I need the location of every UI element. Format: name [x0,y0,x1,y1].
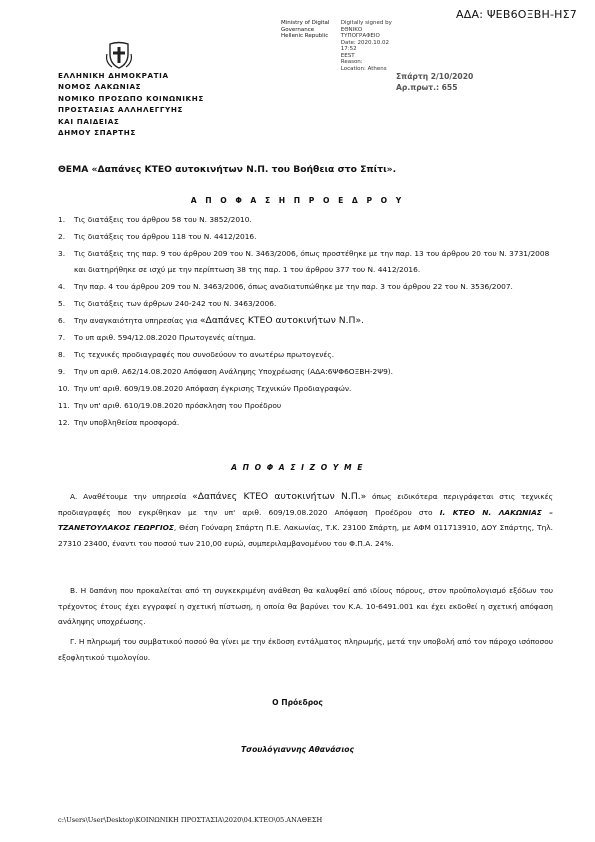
signer-name: Τσουλόγιαννης Αθανάσιος [241,745,354,754]
item-text: Τις διατάξεις των άρθρων 240-242 του Ν. 3463/2006. [74,298,277,308]
list-item [58,229,553,245]
item-text: Τις τεχνικές προδιαγραφές που συνοδεύουν το ανωτέρω πρωτογενές. [74,349,335,359]
list-item [58,279,553,295]
item-text: Το υπ αριθ. 594/12.08.2020 Πρωτογενές αίτημα. [74,332,257,342]
org-line: ΝΟΜΙΚΟ ΠΡΟΣΩΠΟ ΚΟΙΝΩΝΙΚΗΣ [58,93,204,103]
item-number: 8. [58,349,66,359]
org-line: ΝΟΜΟΣ ΛΑΚΩΝΙΑΣ [58,82,142,92]
list-item [58,313,553,329]
document-subject: ΘΕΜΑ «Δαπάνες ΚΤΕΟ αυτοκινήτων Ν.Π. του Βοήθεια στο Σπίτι». [58,164,397,175]
para-a-mid: όπως ειδικότερα περιγράφεται στις τεχνικές προδιαγραφές που εγκρίθηκαν με την υπ' αριθ. 609/19.08.2020 Απόφαση Προέδρου στο [58,492,553,517]
list-item [58,296,553,312]
item-number: 9. [58,366,66,376]
item-number: 7. [58,332,66,342]
list-item [58,415,553,431]
paragraph-c: Γ. Η πληρωμή του συμβατικού ποσού θα γίνει με την έκδοση εντάλματος πληρωμής, μετά την υποβολή από τον πάροχο ισόποσου εξοφλητικού τιμολογίου. [58,637,553,662]
item-text: Τις διατάξεις του άρθρου 118 του Ν. 4412/2016. [74,232,257,241]
item-text: Την αναγκαιότητα υπηρεσίας για [74,315,200,325]
item-number: 3. [58,249,66,258]
protocol-number: Αρ.πρωτ.: 655 [396,83,458,92]
file-path: c:\Users\User\Desktop\ΚΟΙΝΩΝΙΚΗ ΠΡΟΣΤΑΣΙΑ\2020\04.ΚΤΕΟ\05.ΑΝΑΘΕΣΗ [58,816,323,824]
item-text: Τις διατάξεις του άρθρου 58 του Ν. 3852/2010. [74,215,252,224]
item-text: Την υπ' αριθ. 609/19.08.2020 Απόφαση έγκρισης Τεχνικών Προδιαγραφών. [74,383,352,393]
org-line: ΔΗΜΟΥ ΣΠΑΡΤΗΣ [58,128,136,138]
sig-value: Digitally signed by [340,20,392,26]
para-a-pre: Α. Αναθέτουμε την υπηρεσία [70,492,193,501]
list-item [58,212,553,228]
contractor-name: Ι. ΚΤΕΟ Ν. ΛΑΚΩΝΙΑΣ – ΤΖΑΝΕΤΟΥΛΑΚΟΣ ΓΕΩΡΓΙΟΣ [58,507,553,532]
sig-label: Ministry of Digital [281,20,330,26]
list-item [58,364,553,380]
document-date: Σπάρτη 2/10/2020 [396,72,474,81]
item-number: 6. [58,315,66,325]
sig-value: EEST [340,52,355,59]
list-item [58,381,553,397]
list-item [58,347,553,363]
item-number: 10. [58,383,70,393]
paragraph-b: Β. Η δαπάνη που προκαλείται από τη συγκεκριμένη ανάθεση θα καλυφθεί από ιδίους πόρους, στον προϋπολογισμό εξόδων του τρέχοντος έτους έχει εγγραφεί η σχετική πίστωση, η οποία θα βαρύνει τον Κ.Α. 10-6491.001 και έχει εκδοθεί η σχετική απόφαση ανάληψης υποχρέωσης. [58,586,553,626]
item-number: 5. [58,298,66,308]
org-line: ΕΛΛΗΝΙΚΗ ΔΗΜΟΚΡΑΤΙΑ [58,71,169,80]
sig-label: Governance [281,26,315,33]
item-text: Τις διατάξεις της παρ. 9 του άρθρου 209 του Ν. 3463/2006, όπως προστέθηκε με την παρ. 13 του άρθρου 20 του Ν. 3731/2008 και διατηρήθηκε σε ισχύ με την περίπτωση 38 της παρ. 1 του άρθρου 377 του Ν. 4412/2016. [74,249,550,274]
service-name: «Δαπάνες ΚΤΕΟ αυτοκινήτων Ν.Π». [199,314,365,326]
item-number: 11. [58,400,70,410]
list-item [58,330,553,346]
sig-value: ΕΘΝΙΚΟ ΤΥΠΟΓΡΑΦΕΙΟ [340,26,380,39]
org-line: ΚΑΙ ΠΑΙΔΕΙΑΣ [58,116,120,126]
item-number: 4. [58,281,66,291]
digital-signature-block [281,20,401,72]
item-text: Την υποβληθείσα προσφορά. [74,417,180,427]
decision-title: Α Π Ο Φ Α Σ Η Π Ρ Ο Ε Δ Ρ Ο Υ [190,196,405,205]
sig-value: Location: Athens [340,65,387,72]
org-line: ΠΡΟΣΤΑΣΙΑΣ ΑΛΛΗΛΕΓΓΥΗΣ [58,105,183,115]
decide-title: Α Π Ο Φ Α Σ Ι Ζ Ο Υ Μ Ε [231,463,364,472]
organization-header [58,70,204,138]
para-a-post: , Θέση Γούναρη Σπάρτη Π.Ε. Λακωνίας, Τ.Κ. 23100 Σπάρτη, με ΑΦΜ 011713910, ΔΟΥ Σπάρτης, Τηλ. 27310 23400, έναντι του ποσού των 210,00 ευρώ, συμπεριλαμβανομένου του Φ.Π.Α. 24%. [58,523,553,548]
item-text: Την υπ αριθ. Α62/14.08.2020 Απόφαση Ανάληψης Υποχρέωσης (ΑΔΑ:6ΨΦ6ΟΞΒΗ-2Ψ9). [74,366,394,376]
item-number: 2. [58,232,66,241]
ada-code: ΑΔΑ: ΨΕΒ6ΟΞΒΗ-ΗΣ7 [456,8,577,21]
item-number: 1. [58,215,66,224]
date-protocol-block [396,71,473,93]
signer-role: Ο Πρόεδρος [272,698,323,707]
list-item [58,398,553,414]
list-item [58,246,553,277]
sig-value: Reason: [340,59,363,65]
service-name: «Δαπάνες ΚΤΕΟ αυτοκινήτων Ν.Π.» [192,491,367,502]
sig-label: Hellenic Republic [281,33,329,39]
item-number: 12. [58,417,70,427]
item-text: Την υπ' αριθ. 610/19.08.2020 πρόσκληση του Προέδρου [74,400,282,410]
considerations-list [58,212,553,432]
greek-emblem-icon [104,40,134,70]
item-text: Την παρ. 4 του άρθρου 209 του Ν. 3463/2006, όπως αναδιατυπώθηκε με την παρ. 3 του άρθρου 22 του Ν. 3536/2007. [74,281,513,291]
sig-value: Date: 2020.10.02 17:52 [340,39,389,52]
paragraph-a [58,489,553,551]
